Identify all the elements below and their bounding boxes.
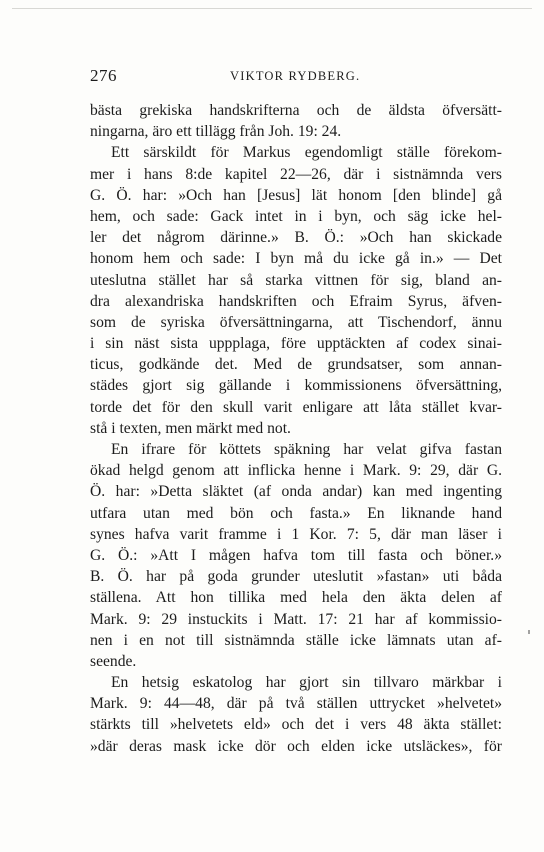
text-line: honom hem och sade: I byn må du icke gå in.» — Det xyxy=(90,250,502,268)
text-line: Mark. 9: 29 instuckits i Matt. 17: 21 har af kommissio- xyxy=(90,610,502,628)
text-line: ökad helgd genom att inflicka henne i Mark. 9: 29, där G. xyxy=(90,462,502,480)
body-text xyxy=(90,100,502,757)
text-line: ler det någrom därinne.» B. Ö.: »Och han skickade xyxy=(90,229,502,247)
running-head: VIKTOR RYDBERG. xyxy=(230,69,361,83)
text-line: dra alexandriska handskriften och Efraim Syrus, äfven- xyxy=(90,292,502,310)
top-edge-rule xyxy=(12,8,532,9)
text-line: ningarna, äro ett tillägg från Joh. 19: 24. xyxy=(90,123,342,141)
text-line: Ett särskildt för Markus egendomligt ställe förekom- xyxy=(111,144,502,162)
text-line: bästa grekiska handskrifterna och de äldsta öfversätt- xyxy=(90,102,502,119)
text-line: torde det för den skull varit enligare att låta stället kvar- xyxy=(90,398,502,416)
text-line: stå i texten, men märkt med not. xyxy=(90,419,291,437)
margin-speck xyxy=(528,630,530,634)
text-line: synes hafva varit framme i 1 Kor. 7: 5, där man läser i xyxy=(90,525,502,543)
text-line: mer i hans 8:de kapitel 22—26, där i sistnämnda vers xyxy=(90,165,502,183)
text-line: seende. xyxy=(90,652,137,670)
text-line: nen i en not till sistnämnda ställe icke lämnats utan af- xyxy=(90,631,502,649)
text-line: ticus, godkände det. Med de grundsatser, som annan- xyxy=(90,356,502,374)
text-line: Ö. har: »Detta släktet (af onda andar) kan med ingenting xyxy=(90,483,502,501)
text-line: G. Ö. har: »Och han [Jesus] lät honom [den blinde] gå xyxy=(90,186,502,204)
text-line: G. Ö.: »Att I mågen hafva tom till fasta och böner.» xyxy=(90,546,502,564)
text-line: hem, och sade: Gack intet in i byn, och säg icke hel- xyxy=(90,207,502,225)
text-line: Mark. 9: 44—48, där på två ställen uttrycket »helvetet» xyxy=(90,695,502,713)
text-line: utfara utan med bön och fasta.» En liknande hand xyxy=(90,504,502,522)
text-line: B. Ö. har på goda grunder uteslutit »fastan» uti båda xyxy=(90,568,502,586)
text-line: En hetsig eskatolog har gjort sin tillvaro märkbar i xyxy=(111,674,502,692)
text-line: som de syriska öfversättningarna, att Tischendorf, ännu xyxy=(90,313,502,331)
page-number: 276 xyxy=(90,66,117,85)
text-line: ställena. Att hon tillika med hela den äkta delen af xyxy=(90,589,502,607)
text-line: »där deras mask icke dör och elden icke utsläckes», för xyxy=(90,737,502,755)
text-line: uteslutna stället har så starka vittnen för sig, bland an- xyxy=(90,271,502,289)
text-line: En ifrare för köttets späkning har velat gifva fastan xyxy=(111,441,502,458)
text-line: i sin näst sista uppplaga, före upptäckten af codex sinai- xyxy=(90,335,502,353)
text-line: städes gjort sig gällande i kommissionens öfversättning, xyxy=(90,377,502,395)
page-header xyxy=(90,66,502,88)
text-line: stärkts till »helvetets eld» och det i vers 48 äkta stället: xyxy=(90,716,502,734)
